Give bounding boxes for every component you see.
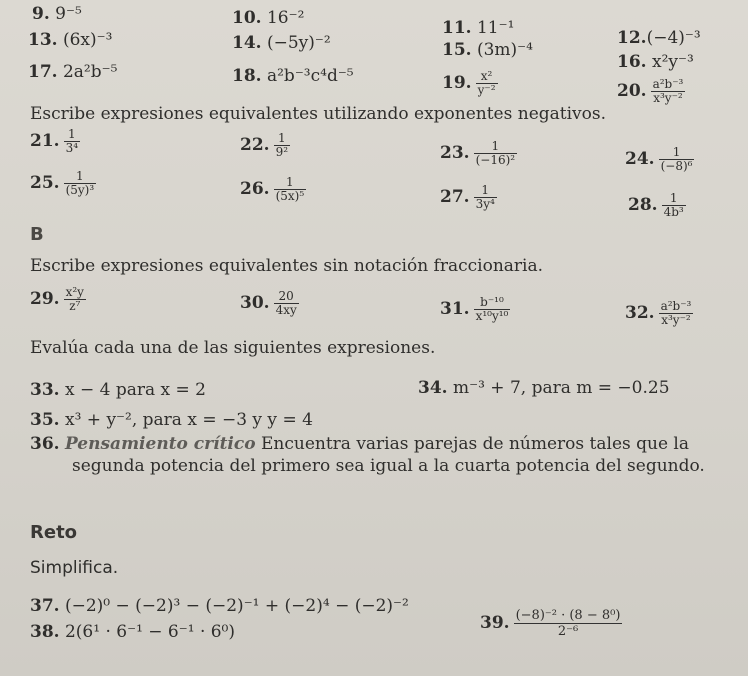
- exercise-31: 31. $\frac{\text{b⁻¹⁰}}{\text{x¹⁰y¹⁰}}$: [440, 295, 509, 323]
- exercise-13: 13. (6x)⁻³: [28, 30, 113, 50]
- exercise-20: 20. $\frac{\text{a²b⁻³}}{\text{x³y⁻²}}$: [617, 77, 684, 105]
- exercise-24: 24. $\frac{1}{\text{(−8)⁶}}$: [625, 145, 693, 173]
- exercise-17: 17. 2a²b⁻⁵: [28, 62, 118, 82]
- instruction-negative-exponents: Escribe expresiones equivalentes utilizando exponentes negativos.: [30, 104, 607, 124]
- simplify-instruction: Simplifica.: [30, 558, 119, 578]
- exercise-36-continuation: segunda potencia del primero sea igual a la cuarta potencia del segundo.: [72, 456, 705, 476]
- exercise-32: 32. $\frac{\text{a²b⁻³}}{\text{x³y⁻²}}$: [625, 299, 692, 327]
- exercise-10: 10. 16⁻²: [232, 8, 305, 28]
- exercise-23: 23. $\frac{1}{\text{(−16)²}}$: [440, 139, 516, 167]
- section-b-label: B: [30, 224, 44, 245]
- exercise-37: 37. (−2)⁰ − (−2)³ − (−2)⁻¹ + (−2)⁴ − (−2)⁻²: [30, 596, 409, 616]
- exercise-38: 38. 2(6¹ · 6⁻¹ − 6⁻¹ · 6⁰): [30, 622, 236, 642]
- exercise-18: 18. a²b⁻³c⁴d⁻⁵: [232, 66, 354, 86]
- exercise-11: 11. 11⁻¹: [442, 18, 515, 38]
- reto-heading: Reto: [30, 522, 78, 543]
- exercise-21: 21. $\frac{1}{\text{3⁴}}$: [30, 127, 79, 155]
- exercise-15: 15. (3m)⁻⁴: [442, 40, 533, 60]
- exercise-36: 36. Pensamiento crítico Encuentra varias parejas de números tales que la: [30, 434, 689, 454]
- exercise-14: 14. (−5y)⁻²: [232, 33, 331, 53]
- exercise-27: 27. $\frac{1}{\text{3y⁴}}$: [440, 183, 495, 211]
- exercise-28: 28. $\frac{1}{\text{4b³}}$: [628, 191, 684, 219]
- instruction-evaluate: Evalúa cada una de las siguientes expresiones.: [30, 338, 436, 358]
- exercise-29: 29. $\frac{\text{x²y}}{\text{z⁷}}$: [30, 285, 84, 313]
- exercise-39: 39. $\frac{\text{(−8)⁻² · (8 − 8⁰)}}{\text{2⁻⁶}}$: [480, 608, 621, 639]
- exercise-30: 30. $\frac{20}{4xy}$: [240, 289, 297, 317]
- exercise-9: 9. 9⁻⁵: [32, 4, 82, 24]
- exercise-12: 12.(−4)⁻³: [617, 28, 701, 48]
- critical-thinking-label: Pensamiento crítico: [64, 434, 256, 454]
- exercise-22: 22. $\frac{1}{\text{9²}}$: [240, 131, 289, 159]
- exercise-19: 19. $\frac{\text{x²}}{\text{y⁻²}}$: [442, 69, 496, 97]
- exercise-16: 16. x²y⁻³: [617, 52, 694, 72]
- exercise-25: 25. $\frac{1}{\text{(5y)³}}$: [30, 169, 95, 197]
- exercise-34: 34. m⁻³ + 7, para m = −0.25: [418, 378, 670, 398]
- exercise-33: 33. x − 4 para x = 2: [30, 380, 206, 400]
- exercise-26: 26. $\frac{1}{\text{(5x)⁵}}$: [240, 175, 305, 203]
- exercise-35: 35. x³ + y⁻², para x = −3 y y = 4: [30, 410, 313, 430]
- instruction-no-fractions: Escribe expresiones equivalentes sin notación fraccionaria.: [30, 256, 544, 276]
